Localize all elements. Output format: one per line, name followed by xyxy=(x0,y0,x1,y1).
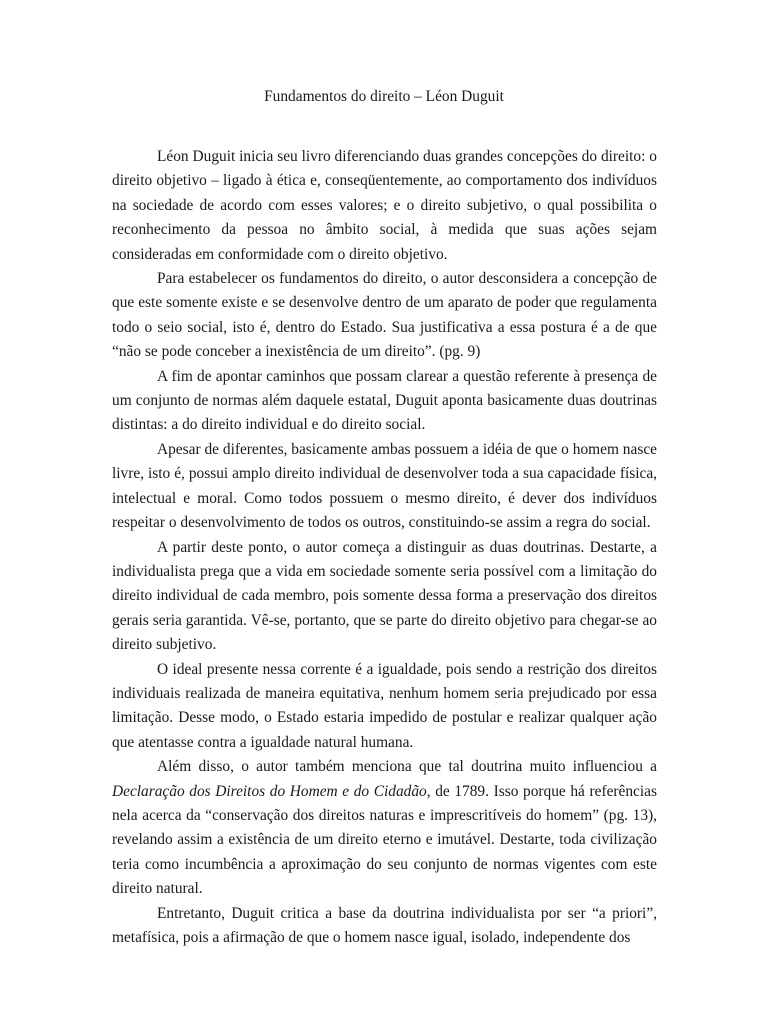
paragraph-7-text-before: Além disso, o autor também menciona que tal doutrina muito influenciou a xyxy=(157,758,657,776)
document-body xyxy=(112,145,657,950)
paragraph-1: Léon Duguit inicia seu livro diferenciando duas grandes concepções do direito: o direito objetivo – ligado à ética e, conseqüentemente, ao comportamento dos indivíduos na sociedade de acordo com esses valores; e o direito subjetivo, o qual possibilita o reconhecimento da pessoa no âmbito social, à medida que suas ações sejam consideradas em conformidade com o direito objetivo. xyxy=(112,148,657,263)
paragraph-7-text-after: , de 1789. Isso porque há referências nela acerca da “conservação dos direitos naturas e imprescritíveis do homem” (pg. 13), revelando assim a existência de um direito eterno e imutável. Destarte, toda civilização teria como incumbência a aproximação do seu conjunto de normas vigentes com este direito natural. xyxy=(112,782,657,898)
paragraph-3: A fim de apontar caminhos que possam clarear a questão referente à presença de um conjunto de normas além daquele estatal, Duguit aponta basicamente duas doutrinas distintas: a do direito individual e do direito social. xyxy=(112,367,657,434)
paragraph-8: Entretanto, Duguit critica a base da doutrina individualista por ser “a priori”, metafísica, pois a afirmação de que o homem nasce igual, isolado, independente dos xyxy=(112,904,657,946)
paragraph-2: Para estabelecer os fundamentos do direito, o autor desconsidera a concepção de que este somente existe e se desenvolve dentro de um aparato de poder que regulamenta todo o seio social, isto é, dentro do Estado. Sua justificativa a essa postura é a de que “não se pode conceber a inexistência de um direito”. (pg. 9) xyxy=(112,270,657,361)
paragraph-4: Apesar de diferentes, basicamente ambas possuem a idéia de que o homem nasce livre, isto é, possui amplo direito individual de desenvolver toda a sua capacidade física, intelectual e moral. Como todos possuem o mesmo direito, é dever dos indivíduos respeitar o desenvolvimento de todos os outros, constituindo-se assim a regra do social. xyxy=(112,440,657,532)
paragraph-5: A partir deste ponto, o autor começa a distinguir as duas doutrinas. Destarte, a individualista prega que a vida em sociedade somente seria possível com a limitação do direito individual de cada membro, pois somente dessa forma a preservação dos direitos gerais seria garantida. Vê-se, portanto, que se parte do direito objetivo para chegar-se ao direito subjetivo. xyxy=(112,538,657,654)
paragraph-7 xyxy=(112,755,657,901)
declaration-title: Declaração dos Direitos do Homem e do Cidadão xyxy=(112,782,427,800)
paragraph-6: O ideal presente nessa corrente é a igualdade, pois sendo a restrição dos direitos individuais realizada de maneira equitativa, nenhum homem seria prejudicado por essa limitação. Desse modo, o Estado estaria impedido de postular e realizar qualquer ação que atentasse contra a igualdade natural humana. xyxy=(112,660,657,751)
document-title: Fundamentos do direito – Léon Duguit xyxy=(264,88,504,105)
